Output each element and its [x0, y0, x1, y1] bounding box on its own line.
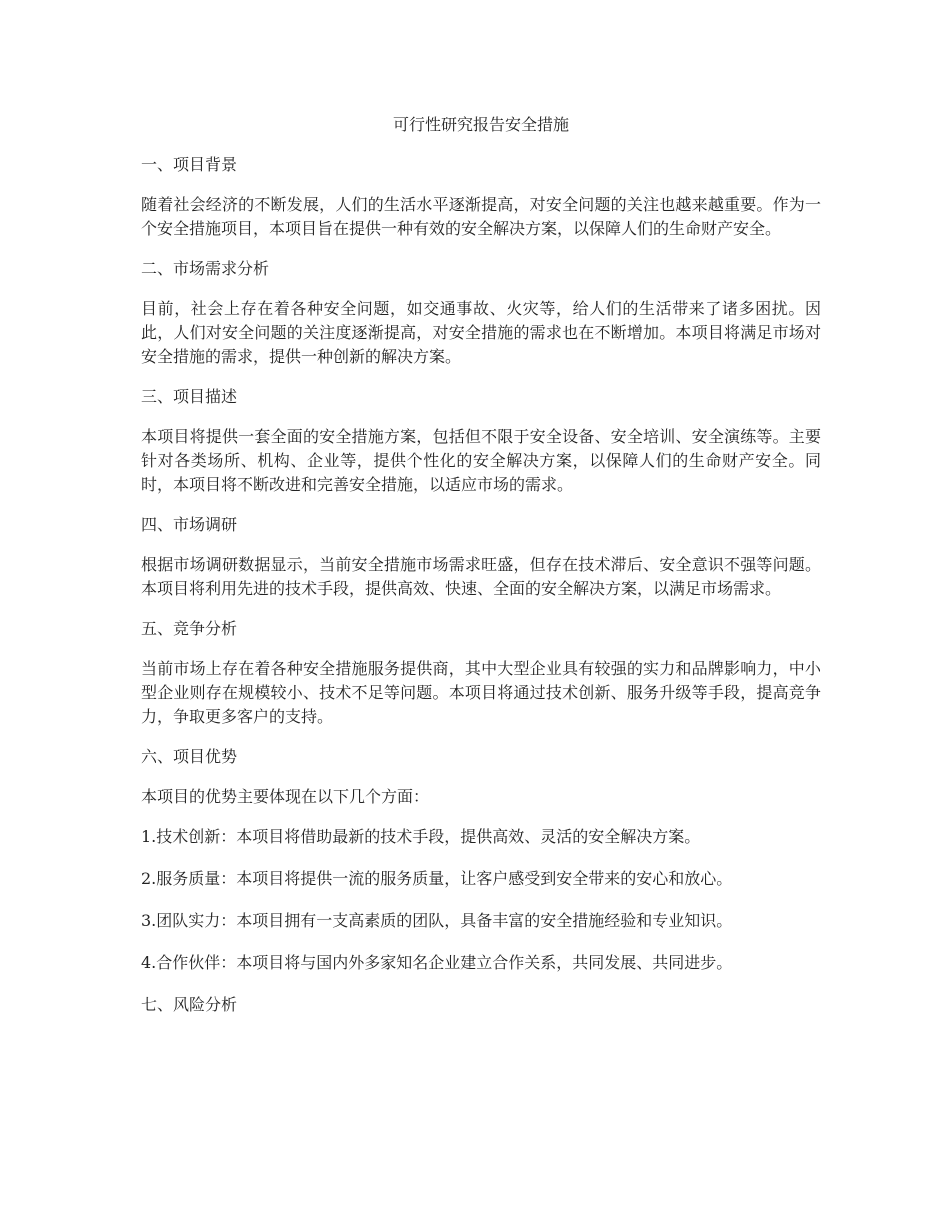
section-body-project-description: 本项目将提供一套全面的安全措施方案，包括但不限于安全设备、安全培训、安全演练等。主要针对各类场所、机构、企业等，提供个性化的安全解决方案，以保障人们的生命财产安全。同时，本项目将不断改进和完善安全措施，以适应市场的需求。 [141, 427, 821, 494]
section-heading-market-research: 四、市场调研 [141, 515, 238, 534]
section-body-competition: 当前市场上存在着各种安全措施服务提供商，其中大型企业具有较强的实力和品牌影响力，中小型企业则存在规模较小、技术不足等问题。本项目将通过技术创新、服务升级等手段，提高竞争力，争取更多客户的支持。 [141, 659, 821, 726]
advantage-item-4: 4.合作伙伴：本项目将与国内外多家知名企业建立合作关系，共同发展、共同进步。 [141, 953, 733, 972]
document-title: 可行性研究报告安全措施 [392, 115, 569, 134]
section-heading-market-demand: 二、市场需求分析 [141, 259, 270, 278]
section-heading-risk: 七、风险分析 [141, 995, 238, 1014]
advantage-item-2: 2.服务质量：本项目将提供一流的服务质量，让客户感受到安全带来的安心和放心。 [141, 869, 733, 888]
advantage-item-3: 3.团队实力：本项目拥有一支高素质的团队，具备丰富的安全措施经验和专业知识。 [141, 911, 733, 930]
section-heading-competition: 五、竞争分析 [141, 619, 238, 638]
section-heading-project-description: 三、项目描述 [141, 387, 238, 406]
section-body-market-demand: 目前，社会上存在着各种安全问题，如交通事故、火灾等，给人们的生活带来了诸多困扰。因此，人们对安全问题的关注度逐渐提高，对安全措施的需求也在不断增加。本项目将满足市场对安全措施的需求，提供一种创新的解决方案。 [141, 299, 821, 366]
section-body-market-research: 根据市场调研数据显示，当前安全措施市场需求旺盛，但存在技术滞后、安全意识不强等问题。本项目将利用先进的技术手段，提供高效、快速、全面的安全解决方案，以满足市场需求。 [141, 555, 821, 598]
section-heading-advantages: 六、项目优势 [141, 747, 238, 766]
section-body-background: 随着社会经济的不断发展，人们的生活水平逐渐提高，对安全问题的关注也越来越重要。作为一个安全措施项目，本项目旨在提供一种有效的安全解决方案，以保障人们的生命财产安全。 [141, 195, 821, 238]
document-content [141, 113, 821, 1033]
section-heading-background: 一、项目背景 [141, 155, 238, 174]
section-body-advantages: 本项目的优势主要体现在以下几个方面： [141, 787, 430, 806]
advantage-item-1: 1.技术创新：本项目将借助最新的技术手段，提供高效、灵活的安全解决方案。 [141, 827, 701, 846]
